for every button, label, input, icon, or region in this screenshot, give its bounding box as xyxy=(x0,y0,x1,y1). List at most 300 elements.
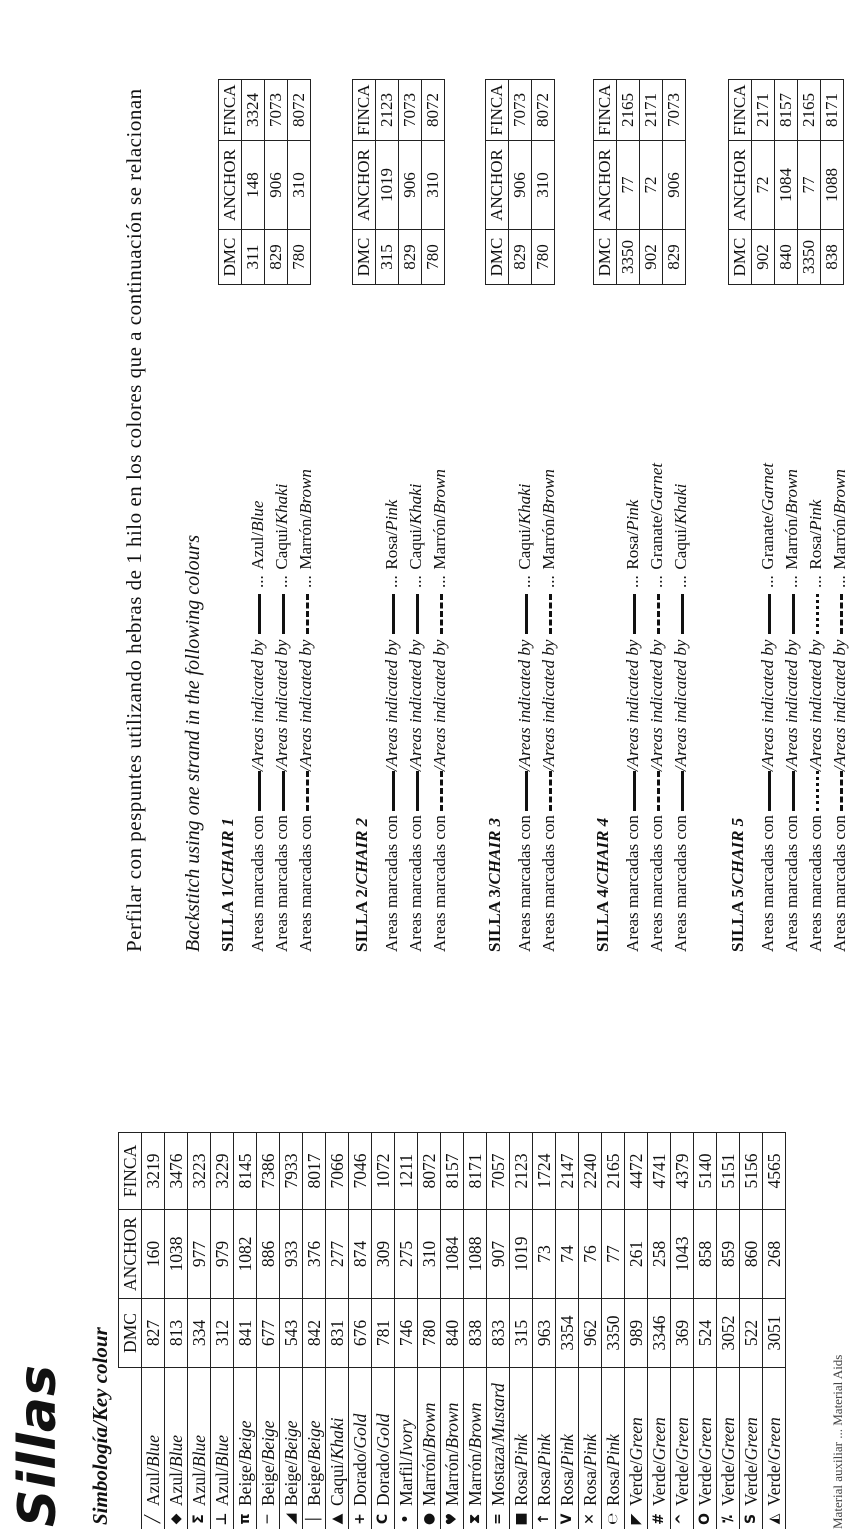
thread-row xyxy=(537,469,561,952)
key-colour-name: Mostaza/Mustard xyxy=(487,1368,510,1510)
thread-row xyxy=(669,484,693,952)
key-colour-name: Beige/Beige xyxy=(280,1368,303,1510)
colour-es: Verde xyxy=(626,1465,646,1506)
key-symbol: = xyxy=(487,1509,510,1529)
chair-table-cell: 2171 xyxy=(752,80,775,141)
chair-table-header-cell: FINCA xyxy=(729,80,752,141)
key-finca: 5156 xyxy=(740,1133,763,1210)
key-symbol: ◆ xyxy=(165,1509,188,1529)
chair-table-header xyxy=(219,80,242,285)
key-symbol: + xyxy=(349,1509,372,1529)
thread-row xyxy=(513,484,537,952)
key-symbol: ╱ xyxy=(142,1509,165,1529)
chair-table-cell: 310 xyxy=(532,141,555,230)
key-finca: 1211 xyxy=(395,1133,418,1210)
key-dmc: 522 xyxy=(740,1299,763,1368)
key-row xyxy=(372,1133,395,1530)
chair-table-header xyxy=(353,80,376,285)
chair-table-row xyxy=(821,80,844,285)
key-finca: 2165 xyxy=(602,1133,625,1210)
colour-es: Verde xyxy=(741,1465,761,1506)
chair-table-cell: 310 xyxy=(422,141,445,230)
key-symbol: ↑ xyxy=(533,1509,556,1529)
chair-heading-en: CHAIR 4 xyxy=(593,817,612,885)
key-dmc: 962 xyxy=(579,1299,602,1368)
chair-table-cell: 72 xyxy=(640,141,663,230)
row-text-es: Areas marcadas con xyxy=(647,815,666,952)
colour-es: Mostaza xyxy=(488,1446,508,1506)
chair-table-row xyxy=(288,80,311,285)
colour-en: Green xyxy=(672,1417,692,1461)
key-finca: 8145 xyxy=(234,1133,257,1210)
thread-row xyxy=(404,484,428,952)
key-row xyxy=(625,1133,648,1530)
key-dmc: 989 xyxy=(625,1299,648,1368)
chair-table-cell: 2171 xyxy=(640,80,663,141)
chair-table-row xyxy=(532,80,555,285)
key-symbol: ◭ xyxy=(763,1509,786,1529)
row-text-en: /Areas indicated by xyxy=(272,639,291,772)
chair-heading-es: SILLA 5/ xyxy=(728,884,747,952)
key-anchor: 979 xyxy=(211,1210,234,1299)
chair-heading xyxy=(485,818,505,952)
intro-text: Perfilar con pespuntes utilizando hebras de 1 hilo en los colores que a continuación se relacionan xyxy=(122,88,146,952)
row-dots: ... xyxy=(272,575,291,588)
stitch-line xyxy=(657,771,660,811)
chair-table-cell: 2165 xyxy=(617,80,640,141)
footnote: Material auxiliar ... Material Aids xyxy=(830,1354,845,1529)
row-colour: Granate/Garnet xyxy=(758,462,777,570)
colour-en: Blue xyxy=(189,1435,209,1468)
chair-table-header-cell: ANCHOR xyxy=(729,141,752,230)
key-finca: 4565 xyxy=(763,1133,786,1210)
key-colour-name: Marrón/Brown xyxy=(464,1368,487,1510)
key-symbol: Σ xyxy=(188,1509,211,1529)
stitch-line xyxy=(549,771,552,811)
key-anchor: 874 xyxy=(349,1210,372,1299)
key-colour-name: Azul/Blue xyxy=(142,1368,165,1510)
row-colour-es: Rosa xyxy=(382,535,401,570)
key-dmc: 677 xyxy=(257,1299,280,1368)
key-anchor: 859 xyxy=(717,1210,740,1299)
key-colour-name: Dorado/Gold xyxy=(349,1368,372,1510)
key-symbol: ● xyxy=(418,1509,441,1529)
key-anchor: 160 xyxy=(142,1210,165,1299)
row-colour-en: Khaki xyxy=(272,483,291,525)
row-colour-en: Pink xyxy=(382,499,401,531)
row-text-es: Areas marcadas con xyxy=(830,815,849,952)
key-symbol: │ xyxy=(303,1509,326,1529)
key-finca: 4472 xyxy=(625,1133,648,1210)
colour-es: Dorado xyxy=(373,1453,393,1506)
key-row xyxy=(602,1133,625,1530)
colour-en: Beige xyxy=(235,1420,255,1461)
key-dmc: 3051 xyxy=(763,1299,786,1368)
colour-en: Khaki xyxy=(327,1417,347,1460)
chair-table-header xyxy=(486,80,509,285)
row-colour-en: Khaki xyxy=(406,483,425,525)
chair-table-cell: 7073 xyxy=(265,80,288,141)
row-text-en: /Areas indicated by xyxy=(647,639,666,772)
stitch-line xyxy=(392,771,395,811)
chair-table-row xyxy=(399,80,422,285)
colour-es: Beige xyxy=(258,1465,278,1506)
colour-en: Brown xyxy=(419,1402,439,1449)
chair-table-header-cell: ANCHOR xyxy=(486,141,509,230)
chair-table-cell: 8072 xyxy=(532,80,555,141)
row-text-en: /Areas indicated by xyxy=(515,639,534,772)
key-row xyxy=(188,1133,211,1530)
key-dmc: 3350 xyxy=(602,1299,625,1368)
row-colour-en: Brown xyxy=(430,469,449,514)
row-colour-en: Khaki xyxy=(515,483,534,525)
key-row xyxy=(510,1133,533,1530)
key-row xyxy=(165,1133,188,1530)
stitch-line xyxy=(416,771,419,811)
chair-table-cell: 829 xyxy=(663,230,686,285)
row-text-es: Areas marcadas con xyxy=(758,815,777,952)
key-finca: 7066 xyxy=(326,1133,349,1210)
key-row xyxy=(418,1133,441,1530)
stitch-line xyxy=(525,771,528,811)
stitch-line xyxy=(681,771,684,811)
row-colour: Caqui/Khaki xyxy=(671,483,690,570)
key-colour-name: Beige/Beige xyxy=(303,1368,326,1510)
key-anchor: 907 xyxy=(487,1210,510,1299)
chair-table-header-cell: FINCA xyxy=(219,80,242,141)
key-anchor: 1043 xyxy=(671,1210,694,1299)
row-colour: Caqui/Khaki xyxy=(406,483,425,570)
row-text-es: Areas marcadas con xyxy=(515,815,534,952)
colour-en: Blue xyxy=(212,1435,232,1468)
row-colour: Marrón/Brown xyxy=(430,469,449,570)
key-colour-name: Caqui/Khaki xyxy=(326,1368,349,1510)
key-colour-name: Verde/Green xyxy=(763,1368,786,1510)
chair-table-cell: 8072 xyxy=(288,80,311,141)
key-finca: 1724 xyxy=(533,1133,556,1210)
chair-table-row xyxy=(798,80,821,285)
key-colour-name: Marrón/Brown xyxy=(441,1368,464,1510)
stitch-line xyxy=(306,594,309,634)
colour-en: Blue xyxy=(166,1435,186,1468)
row-colour-es: Marrón xyxy=(830,518,849,570)
colour-en: Brown xyxy=(442,1402,462,1449)
key-anchor: 268 xyxy=(763,1210,786,1299)
colour-es: Beige xyxy=(304,1465,324,1506)
key-colour-name: Verde/Green xyxy=(740,1368,763,1510)
row-text-en: /Areas indicated by xyxy=(830,639,849,772)
key-table-body xyxy=(142,1133,786,1530)
key-symbol: V xyxy=(556,1509,579,1529)
key-row xyxy=(142,1133,165,1530)
row-colour: Caqui/Khaki xyxy=(272,483,291,570)
key-table-header xyxy=(119,1133,142,1530)
row-colour: Marrón/Brown xyxy=(539,469,558,570)
key-colour-name: Verde/Green xyxy=(648,1368,671,1510)
colour-es: Rosa xyxy=(511,1471,531,1506)
key-anchor: 277 xyxy=(326,1210,349,1299)
row-dots: ... xyxy=(515,575,534,588)
chair-table-cell: 3324 xyxy=(242,80,265,141)
row-text-en: /Areas indicated by xyxy=(806,639,825,772)
chair-table-row xyxy=(663,80,686,285)
chair-table-cell: 3350 xyxy=(617,230,640,285)
stitch-line xyxy=(416,594,419,634)
stitch-line xyxy=(681,594,684,634)
key-dmc: 840 xyxy=(441,1299,464,1368)
colour-en: Brown xyxy=(465,1402,485,1449)
colour-en: Green xyxy=(718,1417,738,1461)
key-dmc: 676 xyxy=(349,1299,372,1368)
row-colour-es: Marrón xyxy=(539,518,558,570)
row-colour-es: Caqui xyxy=(515,528,534,570)
key-colour-name: Rosa/Pink xyxy=(602,1368,625,1510)
colour-en: Beige xyxy=(258,1420,278,1461)
colour-es: Caqui xyxy=(327,1464,347,1506)
colour-en: Pink xyxy=(580,1434,600,1467)
key-anchor: 77 xyxy=(602,1210,625,1299)
chair-heading-en: CHAIR 3 xyxy=(485,817,504,885)
colour-en: Pink xyxy=(557,1434,577,1467)
chair-table-cell: 1084 xyxy=(775,141,798,230)
chair-table-row xyxy=(265,80,288,285)
chair-table-cell: 8157 xyxy=(775,80,798,141)
colour-en: Green xyxy=(695,1417,715,1461)
key-finca: 3229 xyxy=(211,1133,234,1210)
row-text-es: Areas marcadas con xyxy=(406,815,425,952)
chair-thread-table xyxy=(352,79,445,285)
chair-heading xyxy=(593,818,613,952)
colour-es: Rosa xyxy=(534,1471,554,1506)
stitch-line xyxy=(306,771,309,811)
chair-heading xyxy=(352,818,372,952)
key-row xyxy=(579,1133,602,1530)
key-dmc: 827 xyxy=(142,1299,165,1368)
row-text-es: Areas marcadas con xyxy=(623,815,642,952)
colour-es: Verde xyxy=(695,1465,715,1506)
key-row xyxy=(533,1133,556,1530)
colour-en: Pink xyxy=(511,1434,531,1467)
page-title: Sillas xyxy=(8,1364,68,1527)
stitch-line xyxy=(258,771,261,811)
row-colour-es: Rosa xyxy=(806,535,825,570)
key-colour-name: Azul/Blue xyxy=(188,1368,211,1510)
key-dmc: 315 xyxy=(510,1299,533,1368)
key-row xyxy=(280,1133,303,1530)
chair-heading-en: CHAIR 5 xyxy=(728,817,747,885)
row-colour-en: Pink xyxy=(806,499,825,531)
colour-en: Blue xyxy=(143,1435,163,1468)
key-colour-name: Marrón/Brown xyxy=(418,1368,441,1510)
chair-heading-es: SILLA 1/ xyxy=(218,884,237,952)
key-finca: 4741 xyxy=(648,1133,671,1210)
key-finca: 3219 xyxy=(142,1133,165,1210)
row-colour-en: Khaki xyxy=(671,483,690,525)
row-colour-en: Brown xyxy=(830,469,849,514)
row-text-en: /Areas indicated by xyxy=(248,639,267,772)
thread-row xyxy=(428,469,452,952)
row-colour: Caqui/Khaki xyxy=(515,483,534,570)
chair-table-row xyxy=(752,80,775,285)
row-colour: Rosa/Pink xyxy=(806,499,825,570)
stitch-line xyxy=(792,594,795,634)
row-text-es: Areas marcadas con xyxy=(782,815,801,952)
chair-table-row xyxy=(242,80,265,285)
key-row xyxy=(671,1133,694,1530)
row-colour-es: Caqui xyxy=(406,528,425,570)
key-anchor: 1088 xyxy=(464,1210,487,1299)
key-dmc: 780 xyxy=(418,1299,441,1368)
colour-en: Gold xyxy=(373,1413,393,1449)
row-dots: ... xyxy=(671,575,690,588)
chair-table-cell: 2165 xyxy=(798,80,821,141)
row-text-es: Areas marcadas con xyxy=(382,815,401,952)
key-symbol: ⧗ xyxy=(464,1509,487,1529)
stitch-line xyxy=(440,594,443,634)
thread-row xyxy=(621,500,645,952)
colour-es: Verde xyxy=(718,1465,738,1506)
chair-table-header xyxy=(729,80,752,285)
key-finca: 3476 xyxy=(165,1133,188,1210)
key-symbol: ◢ xyxy=(280,1509,303,1529)
key-dmc: 3052 xyxy=(717,1299,740,1368)
key-colour-name: Verde/Green xyxy=(694,1368,717,1510)
key-symbol: ✕ xyxy=(579,1509,602,1529)
key-dmc: 838 xyxy=(464,1299,487,1368)
row-text-en: /Areas indicated by xyxy=(782,639,801,772)
chair-table-header-cell: ANCHOR xyxy=(353,141,376,230)
chair-table-cell: 838 xyxy=(821,230,844,285)
chair-table-header-cell: ANCHOR xyxy=(219,141,242,230)
key-anchor: 74 xyxy=(556,1210,579,1299)
row-text-es: Areas marcadas con xyxy=(272,815,291,952)
row-colour-es: Marrón xyxy=(296,518,315,570)
key-row xyxy=(740,1133,763,1530)
colour-es: Rosa xyxy=(603,1471,623,1506)
chair-table-cell: 829 xyxy=(399,230,422,285)
key-row xyxy=(694,1133,717,1530)
key-row xyxy=(763,1133,786,1530)
key-dmc: 831 xyxy=(326,1299,349,1368)
key-anchor: 376 xyxy=(303,1210,326,1299)
row-dots: ... xyxy=(382,575,401,588)
key-dmc: 963 xyxy=(533,1299,556,1368)
thread-row xyxy=(270,484,294,952)
colour-en: Beige xyxy=(304,1420,324,1461)
chair-table-header-cell: DMC xyxy=(594,230,617,285)
key-anchor: 1019 xyxy=(510,1210,533,1299)
key-finca: 8157 xyxy=(441,1133,464,1210)
chair-heading-es: SILLA 2/ xyxy=(352,884,371,952)
key-finca: 7046 xyxy=(349,1133,372,1210)
key-finca: 4379 xyxy=(671,1133,694,1210)
row-colour-en: Brown xyxy=(296,469,315,514)
chair-table-header-cell: DMC xyxy=(219,230,242,285)
key-colour-name: Beige/Beige xyxy=(234,1368,257,1510)
key-colour-table xyxy=(118,1132,786,1529)
key-heading: Simbología/Key colour xyxy=(88,1327,112,1525)
key-dmc: 813 xyxy=(165,1299,188,1368)
row-text-es: Areas marcadas con xyxy=(248,815,267,952)
key-finca: 8171 xyxy=(464,1133,487,1210)
key-anchor: 261 xyxy=(625,1210,648,1299)
key-row xyxy=(464,1133,487,1530)
stitch-line xyxy=(792,771,795,811)
chair-table-header-cell: DMC xyxy=(353,230,376,285)
stitch-line xyxy=(768,771,771,811)
chair-heading-en: CHAIR 1 xyxy=(218,817,237,885)
row-text-es: Areas marcadas con xyxy=(671,815,690,952)
key-finca: 8017 xyxy=(303,1133,326,1210)
stitch-line xyxy=(768,594,771,634)
key-anchor: 977 xyxy=(188,1210,211,1299)
stitch-line xyxy=(840,771,843,811)
thread-row xyxy=(804,500,828,952)
thread-row xyxy=(246,501,270,952)
chair-table-header-cell: FINCA xyxy=(353,80,376,141)
key-dmc: 3354 xyxy=(556,1299,579,1368)
key-dmc: 833 xyxy=(487,1299,510,1368)
chair-table-cell: 780 xyxy=(422,230,445,285)
key-finca: 2147 xyxy=(556,1133,579,1210)
chair-table-header-cell: FINCA xyxy=(486,80,509,141)
chair-table-row xyxy=(376,80,399,285)
chair-table-cell: 2123 xyxy=(376,80,399,141)
chair-table-header-cell: ANCHOR xyxy=(594,141,617,230)
colour-en: Beige xyxy=(281,1420,301,1461)
key-anchor: 858 xyxy=(694,1210,717,1299)
chair-table-header-cell: DMC xyxy=(486,230,509,285)
thread-row xyxy=(380,500,404,952)
colour-es: Verde xyxy=(764,1465,784,1506)
row-text-es: Areas marcadas con xyxy=(296,815,315,952)
chair-table-cell: 315 xyxy=(376,230,399,285)
chair-table-cell: 72 xyxy=(752,141,775,230)
key-anchor: 76 xyxy=(579,1210,602,1299)
key-finca: 7933 xyxy=(280,1133,303,1210)
chair-table-cell: 8171 xyxy=(821,80,844,141)
key-finca: 8072 xyxy=(418,1133,441,1210)
chair-table-cell: 902 xyxy=(640,230,663,285)
row-colour-es: Caqui xyxy=(671,528,690,570)
chair-table-cell: 906 xyxy=(509,141,532,230)
key-colour-name: Rosa/Pink xyxy=(533,1368,556,1510)
key-colour-name: Verde/Green xyxy=(717,1368,740,1510)
key-anchor: 1038 xyxy=(165,1210,188,1299)
row-text-en: /Areas indicated by xyxy=(406,639,425,772)
colour-es: Azul xyxy=(166,1471,186,1506)
row-colour-en: Brown xyxy=(782,469,801,514)
key-row xyxy=(487,1133,510,1530)
key-symbol: ▲ xyxy=(326,1509,349,1529)
row-colour-es: Granate xyxy=(647,515,666,570)
stitch-line xyxy=(816,771,819,811)
row-dots: ... xyxy=(623,575,642,588)
key-row xyxy=(303,1133,326,1530)
thread-row xyxy=(828,469,850,952)
stitch-line xyxy=(282,594,285,634)
chair-heading-es: SILLA 4/ xyxy=(593,884,612,952)
key-finca: 2123 xyxy=(510,1133,533,1210)
row-colour-en: Garnet xyxy=(647,462,666,512)
chair-table-row xyxy=(422,80,445,285)
key-anchor: 1082 xyxy=(234,1210,257,1299)
key-row xyxy=(349,1133,372,1530)
row-colour-en: Garnet xyxy=(758,462,777,512)
colour-en: Green xyxy=(741,1417,761,1461)
colour-es: Azul xyxy=(143,1471,163,1506)
key-symbol: • xyxy=(395,1509,418,1529)
